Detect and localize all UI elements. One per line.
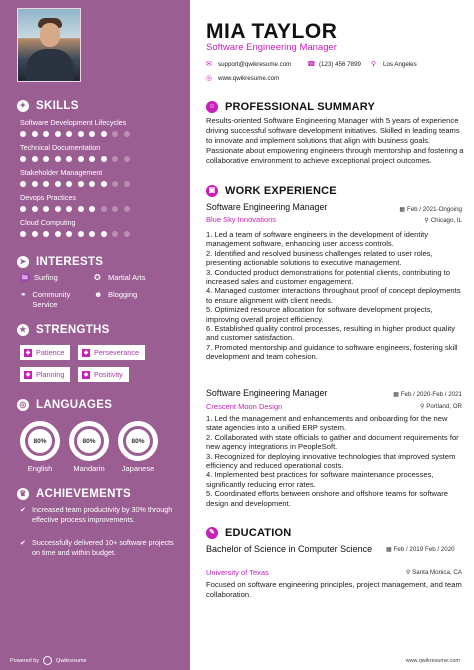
interest-item: ☻ Blogging [94,290,138,299]
strength-icon: ◆ [83,371,89,378]
job-title: Software Engineering Manager [206,202,328,212]
languages-heading: ◎ LANGUAGES [17,399,112,411]
interest-item: ⚭ Community Service [20,290,71,309]
skill-rating [20,206,130,212]
rating-dot [66,206,72,212]
language-item: 80% English [17,421,63,473]
rating-dot [32,156,38,162]
rating-dot [20,156,26,162]
language-item: 80% Japanese [115,421,161,473]
calendar-icon: ▦ [386,546,394,553]
job-date: ▦ Feb / 2020-Feb / 2021 [393,391,462,398]
powered-by: Powered by Qwikresume [10,657,87,664]
rating-dot [101,131,107,137]
rating-dot [89,131,95,137]
location-icon: ⚲ [371,61,377,68]
rating-dot [20,181,26,187]
rating-dot [20,206,26,212]
rating-dot [78,231,84,237]
strength-tag: ◆ Patience [20,345,70,360]
rating-dot [55,156,61,162]
candidate-role: Software Engineering Manager [206,42,337,53]
education-description: Focused on software engineering principles, project management, and team collaboration. [206,580,462,599]
location-icon: ⚲ [405,569,413,576]
list-item: 3. Recognized for deploying innovative technologies that improved system efficiency and reduced operational costs. [206,451,456,471]
qwikresume-logo-icon [43,656,52,665]
rating-dot [66,131,72,137]
strength-tag: ◆ Positivity [78,367,129,382]
rating-dot [43,181,49,187]
email-contact[interactable]: ✉ support@qwikresume.com [206,61,292,68]
list-item: 4. Managed customer interactions throughout proof of concept deployments to ensure alignment with client needs. [206,286,461,305]
rating-dot [43,206,49,212]
rating-dot [43,231,49,237]
education-date-end: Feb / 2020 [425,546,455,553]
achievements-heading: ♛ ACHIEVEMENTS [17,488,131,500]
job-bullets [206,230,464,362]
globe-icon: ◎ [17,399,29,411]
job-location: ⚲ Portland, OR [419,403,462,410]
skill-label: Devops Practices [20,193,76,202]
interest-item: ✪ Martial Arts [94,273,146,282]
strength-icon: ◆ [25,349,31,356]
rating-dot [66,231,72,237]
location-icon: ⚲ [424,217,431,224]
rating-dot [124,206,130,212]
skill-rating [20,231,130,237]
rating-dot [32,131,38,137]
rating-dot [78,181,84,187]
location-icon: ⚲ [419,403,427,410]
website-contact[interactable]: ◎ www.qwikresume.com [206,75,280,82]
rating-dot [112,206,118,212]
language-item: 80% Mandarin [66,421,112,473]
achievement-item: ✔ Successfully delivered 10+ software projects on time and within budget. [20,538,174,557]
job-date: ▦ Feb / 2021-Ongoing [399,206,462,213]
rating-dot [55,231,61,237]
work-heading: ▣ WORK EXPERIENCE [206,185,337,197]
lightbulb-icon: ✦ [17,100,29,112]
calendar-icon: ▦ [399,206,407,213]
rating-dot [112,156,118,162]
education-location: ⚲ Santa Monica, CA [405,569,462,576]
skill-label: Software Development Lifecycles [20,118,127,127]
job-title: Software Engineering Manager [206,388,328,398]
skills-heading: ✦ SKILLS [17,100,79,112]
rating-dot [89,206,95,212]
calendar-icon: ▦ [393,391,401,398]
rating-dot [43,131,49,137]
profile-photo [17,8,81,82]
phone-icon: ☎ [307,61,316,68]
rating-dot [32,231,38,237]
rating-dot [101,206,107,212]
job-company: Blue Sky Innovations [206,215,277,224]
rating-dot [55,181,61,187]
rating-dot [32,206,38,212]
list-item: 1. Led a team of software engineers in the development of identity management software, enhancing user access controls. [206,230,429,249]
education-heading: ✎ EDUCATION [206,527,291,539]
martial-arts-icon: ✪ [94,273,101,282]
rating-dot [124,131,130,137]
skill-rating [20,131,130,137]
rating-dot [78,206,84,212]
phone-contact[interactable]: ☎ (123) 456 7899 [307,61,361,68]
rating-dot [32,181,38,187]
rating-dot [101,231,107,237]
list-item: 2. Collaborated with state officials to gather and document requirements for new agency integrations in PeopleSoft. [206,432,459,452]
list-item: 5. Optimized resource allocation for software development projects, improving overall project efficiency. [206,305,433,324]
achievement-item: ✔ Increased team productivity by 30% through effective process improvements. [20,505,173,524]
rating-dot [112,181,118,187]
rating-dot [55,206,61,212]
rating-dot [43,156,49,162]
rating-dot [78,131,84,137]
user-icon: ☺ [206,101,218,113]
education-degree: Bachelor of Science in Computer Science [206,544,373,554]
strengths-heading: ★ STRENGTHS [17,324,110,336]
list-item: 4. Implemented best practices for software maintenance processes, significantly reducing error rates. [206,470,434,489]
strength-tag: ◆ Perseverance [78,345,145,360]
check-icon: ✔ [20,538,27,547]
strength-tag: ◆ Planning [20,367,70,382]
rating-dot [66,156,72,162]
briefcase-icon: ▣ [206,185,218,197]
list-item: 2. Identified and resolved business challenges related to user roles, presenting actionable solutions to executive management. [206,248,433,268]
rating-dot [20,131,26,137]
list-item: 5. Coordinated efforts between onshore and offshore teams for software design and development. [206,489,449,508]
list-item: 3. Conducted product demonstrations for potential clients, contributing to increased sales and customer engagement. [206,267,450,287]
graduation-cap-icon: ✎ [206,527,218,539]
community-icon: ⚭ [20,290,27,299]
check-icon: ✔ [20,505,27,514]
education-school: University of Texas [206,568,269,577]
rating-dot [124,156,130,162]
pin-icon: ➤ [17,256,29,268]
strength-icon: ◆ [25,371,31,378]
rating-dot [66,181,72,187]
language-ring: 80% [69,421,109,461]
wave-icon: ♒ [20,273,30,282]
trophy-icon: ♛ [17,488,29,500]
rating-dot [124,181,130,187]
summary-heading: ☺ PROFESSIONAL SUMMARY [206,101,375,113]
skill-rating [20,156,130,162]
email-icon: ✉ [206,61,212,68]
rating-dot [20,231,26,237]
skill-label: Cloud Computing [20,218,76,227]
rating-dot [101,156,107,162]
rating-dot [89,181,95,187]
job-bullets [206,414,464,508]
job-location: ⚲ Chicago, IL [424,217,462,224]
rating-dot [89,231,95,237]
globe-icon: ◎ [206,75,213,82]
list-item: 1. Led the management and enhancements and onboarding for the new state agencies into a unified ERP system. [206,414,448,433]
rating-dot [101,181,107,187]
skill-label: Stakeholder Management [20,168,103,177]
language-ring: 80% [20,421,60,461]
candidate-name: MIA TAYLOR [206,20,338,43]
people-icon: ☻ [94,290,103,299]
job-company: Crescent Moon Design [206,402,283,411]
rating-dot [124,231,130,237]
brand-link[interactable]: Qwikresume [56,657,87,664]
strength-icon: ◆ [83,349,89,356]
rating-dot [89,156,95,162]
rating-dot [112,231,118,237]
star-icon: ★ [17,324,29,336]
list-item: 6. Established quality control processes, resulting in higher product quality and customer satisfaction. [206,324,456,343]
interests-heading: ➤ INTERESTS [17,256,103,268]
education-date-start: ▦ Feb / 2019 [386,546,424,553]
sidebar [0,0,190,670]
skill-rating [20,181,130,187]
list-item: 7. Promoted mentorship and guidance to software engineers, fostering skill development and team cohesion. [206,342,458,362]
summary-text: Results-oriented Software Engineering Manager with 5 years of experience driving successful software development initiatives. Skilled in leading teams to innovate and implement solutions that align with business goals. Passionate about empowering engineers through mentorship and fostering a collaborative environment to achieve exceptional project outcomes. [206,116,464,165]
interest-item: ♒ Surfing [20,273,58,282]
rating-dot [55,131,61,137]
rating-dot [112,131,118,137]
location-contact: ⚲ Los Angeles [371,61,417,68]
rating-dot [78,156,84,162]
footer-url[interactable]: www.qwikresume.com [405,658,460,664]
skill-label: Technical Documentation [20,143,101,152]
language-ring: 80% [118,421,158,461]
